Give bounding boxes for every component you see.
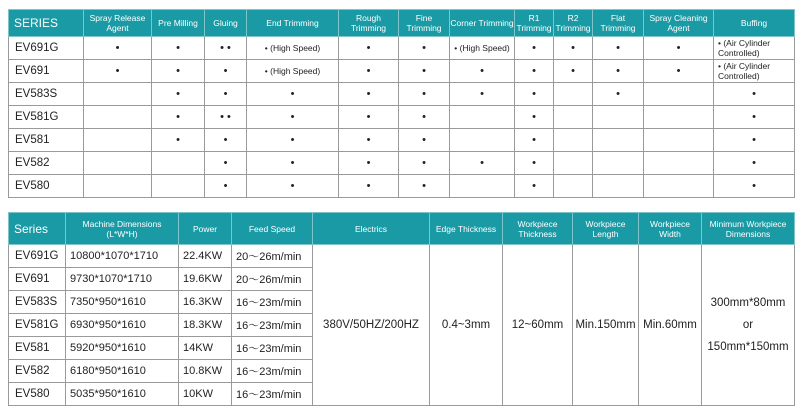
flat-trimming-cell: • <box>593 60 644 83</box>
end-trimming-cell: • (High Speed) <box>247 60 339 83</box>
rough-trimming-cell: • <box>339 106 399 129</box>
workpiece-width-cell: Min.60mm <box>639 245 702 406</box>
dimensions-cell: 5920*950*1610 <box>66 337 179 360</box>
fine-trimming-cell: • <box>399 106 450 129</box>
header-corner-trimming: Corner Trimming <box>450 10 515 37</box>
end-trimming-cell: • <box>247 83 339 106</box>
series-cell: EV691G <box>9 37 84 60</box>
table-row <box>9 245 795 268</box>
header-spray-release: Spray Release Agent <box>84 10 152 37</box>
table-row <box>9 175 795 198</box>
series-cell: EV581G <box>9 314 66 337</box>
spray-cleaning-cell <box>644 129 714 152</box>
electrics-cell: 380V/50HZ/200HZ <box>313 245 430 406</box>
spray-cleaning-cell: • <box>644 60 714 83</box>
fine-trimming-cell: • <box>399 37 450 60</box>
power-cell: 22.4KW <box>179 245 232 268</box>
header-rough-trimming: Rough Trimming <box>339 10 399 37</box>
edge-thickness-cell: 0.4~3mm <box>430 245 503 406</box>
header-edge-thickness: Edge Thickness <box>430 213 503 245</box>
header-r2-trimming: R2 Trimming <box>554 10 593 37</box>
buffing-cell: • <box>714 152 795 175</box>
header-series-2: Series <box>9 213 66 245</box>
dimensions-cell: 6180*950*1610 <box>66 360 179 383</box>
fine-trimming-cell: • <box>399 152 450 175</box>
gluing-cell: • <box>205 152 247 175</box>
r2-trimming-cell <box>554 152 593 175</box>
end-trimming-cell: • <box>247 152 339 175</box>
corner-trimming-cell <box>450 175 515 198</box>
flat-trimming-cell <box>593 106 644 129</box>
r1-trimming-cell: • <box>515 129 554 152</box>
specs-header-row <box>9 213 795 245</box>
flat-trimming-cell: • <box>593 37 644 60</box>
min-dimensions-line-2: or <box>742 319 754 331</box>
header-pre-milling: Pre Milling <box>152 10 205 37</box>
series-cell: EV580 <box>9 383 66 406</box>
dimensions-cell: 10800*1070*1710 <box>66 245 179 268</box>
series-cell: EV583S <box>9 83 84 106</box>
pre-milling-cell: • <box>152 37 205 60</box>
header-workpiece-thickness: Workpiece Thickness <box>503 213 573 245</box>
rough-trimming-cell: • <box>339 83 399 106</box>
flat-trimming-cell: • <box>593 83 644 106</box>
series-cell: EV691G <box>9 245 66 268</box>
series-cell: EV581 <box>9 129 84 152</box>
feed-speed-cell: 16～23m/min <box>232 360 313 383</box>
end-trimming-cell: • <box>247 129 339 152</box>
corner-trimming-cell: • <box>450 60 515 83</box>
feed-speed-cell: 16～23m/min <box>232 337 313 360</box>
buffing-cell: • <box>714 83 795 106</box>
spray-cleaning-cell <box>644 106 714 129</box>
corner-trimming-cell: • (High Speed) <box>450 37 515 60</box>
buffing-cell: • <box>714 129 795 152</box>
corner-trimming-cell <box>450 129 515 152</box>
rough-trimming-cell: • <box>339 129 399 152</box>
pre-milling-cell: • <box>152 83 205 106</box>
header-flat-trimming: Flat Trimming <box>593 10 644 37</box>
fine-trimming-cell: • <box>399 175 450 198</box>
feed-speed-cell: 16～23m/min <box>232 314 313 337</box>
pre-milling-cell: • <box>152 129 205 152</box>
series-cell: EV583S <box>9 291 66 314</box>
series-cell: EV580 <box>9 175 84 198</box>
header-gluing: Gluing <box>205 10 247 37</box>
dimensions-cell: 9730*1070*1710 <box>66 268 179 291</box>
spray-release-cell <box>84 83 152 106</box>
series-cell: EV582 <box>9 152 84 175</box>
series-cell: EV691 <box>9 60 84 83</box>
series-cell: EV581G <box>9 106 84 129</box>
table-row <box>9 83 795 106</box>
fine-trimming-cell: • <box>399 60 450 83</box>
gluing-cell: • • <box>205 106 247 129</box>
header-workpiece-length: Workpiece Length <box>573 213 639 245</box>
power-cell: 19.6KW <box>179 268 232 291</box>
min-dimensions-line-3: 150mm*150mm <box>707 341 789 353</box>
feed-speed-cell: 16～23m/min <box>232 291 313 314</box>
corner-trimming-cell: • <box>450 83 515 106</box>
rough-trimming-cell: • <box>339 60 399 83</box>
feed-speed-cell: 20～26m/min <box>232 245 313 268</box>
spray-release-cell <box>84 175 152 198</box>
buffing-cell: • (Air Cylinder Controlled) <box>714 37 795 60</box>
header-spray-cleaning: Spray Cleaning Agent <box>644 10 714 37</box>
r1-trimming-cell: • <box>515 60 554 83</box>
end-trimming-cell: • <box>247 175 339 198</box>
spray-release-cell: • <box>84 37 152 60</box>
feed-speed-cell: 20～26m/min <box>232 268 313 291</box>
gluing-cell: • • <box>205 37 247 60</box>
header-workpiece-width: Workpiece Width <box>639 213 702 245</box>
r2-trimming-cell <box>554 106 593 129</box>
r1-trimming-cell: • <box>515 152 554 175</box>
series-cell: EV582 <box>9 360 66 383</box>
spray-cleaning-cell <box>644 152 714 175</box>
spray-cleaning-cell: • <box>644 37 714 60</box>
workpiece-thickness-cell: 12~60mm <box>503 245 573 406</box>
series-cell: EV691 <box>9 268 66 291</box>
table-row <box>9 60 795 83</box>
r1-trimming-cell: • <box>515 106 554 129</box>
table-row <box>9 37 795 60</box>
corner-trimming-cell: • <box>450 152 515 175</box>
min-dimensions-cell <box>702 245 795 406</box>
rough-trimming-cell: • <box>339 37 399 60</box>
table-row <box>9 152 795 175</box>
buffing-cell: • (Air Cylinder Controlled) <box>714 60 795 83</box>
r2-trimming-cell: • <box>554 60 593 83</box>
header-electrics: Electrics <box>313 213 430 245</box>
gluing-cell: • <box>205 60 247 83</box>
min-dimensions-line-1: 300mm*80mm <box>710 297 786 309</box>
r2-trimming-cell <box>554 83 593 106</box>
r1-trimming-cell: • <box>515 37 554 60</box>
gluing-cell: • <box>205 129 247 152</box>
spray-release-cell <box>84 106 152 129</box>
header-machine-dimensions: Machine Dimensions (L*W*H) <box>66 213 179 245</box>
header-min-dimensions: Minimum Workpiece Dimensions <box>702 213 795 245</box>
spray-release-cell <box>84 152 152 175</box>
table-row <box>9 129 795 152</box>
spray-cleaning-cell <box>644 83 714 106</box>
specs-table <box>8 212 795 406</box>
flat-trimming-cell <box>593 152 644 175</box>
header-feed-speed: Feed Speed <box>232 213 313 245</box>
spray-cleaning-cell <box>644 175 714 198</box>
rough-trimming-cell: • <box>339 152 399 175</box>
spray-release-cell: • <box>84 60 152 83</box>
pre-milling-cell: • <box>152 106 205 129</box>
power-cell: 10.8KW <box>179 360 232 383</box>
power-cell: 14KW <box>179 337 232 360</box>
header-end-trimming: End Trimming <box>247 10 339 37</box>
gluing-cell: • <box>205 83 247 106</box>
end-trimming-cell: • (High Speed) <box>247 37 339 60</box>
fine-trimming-cell: • <box>399 83 450 106</box>
gluing-cell: • <box>205 175 247 198</box>
r2-trimming-cell <box>554 175 593 198</box>
fine-trimming-cell: • <box>399 129 450 152</box>
dimensions-cell: 6930*950*1610 <box>66 314 179 337</box>
flat-trimming-cell <box>593 129 644 152</box>
rough-trimming-cell: • <box>339 175 399 198</box>
series-cell: EV581 <box>9 337 66 360</box>
header-fine-trimming: Fine Trimming <box>399 10 450 37</box>
pre-milling-cell: • <box>152 60 205 83</box>
workpiece-length-cell: Min.150mm <box>573 245 639 406</box>
spray-release-cell <box>84 129 152 152</box>
features-header-row <box>9 10 795 37</box>
r1-trimming-cell: • <box>515 175 554 198</box>
flat-trimming-cell <box>593 175 644 198</box>
power-cell: 16.3KW <box>179 291 232 314</box>
end-trimming-cell: • <box>247 106 339 129</box>
dimensions-cell: 7350*950*1610 <box>66 291 179 314</box>
buffing-cell: • <box>714 106 795 129</box>
table-row <box>9 106 795 129</box>
pre-milling-cell <box>152 152 205 175</box>
features-table <box>8 9 795 198</box>
buffing-cell: • <box>714 175 795 198</box>
r2-trimming-cell <box>554 129 593 152</box>
r1-trimming-cell: • <box>515 83 554 106</box>
pre-milling-cell <box>152 175 205 198</box>
power-cell: 18.3KW <box>179 314 232 337</box>
r2-trimming-cell: • <box>554 37 593 60</box>
header-series: SERIES <box>9 10 84 37</box>
dimensions-cell: 5035*950*1610 <box>66 383 179 406</box>
power-cell: 10KW <box>179 383 232 406</box>
header-r1-trimming: R1 Trimming <box>515 10 554 37</box>
header-power: Power <box>179 213 232 245</box>
feed-speed-cell: 16～23m/min <box>232 383 313 406</box>
corner-trimming-cell <box>450 106 515 129</box>
header-buffing: Buffing <box>714 10 795 37</box>
